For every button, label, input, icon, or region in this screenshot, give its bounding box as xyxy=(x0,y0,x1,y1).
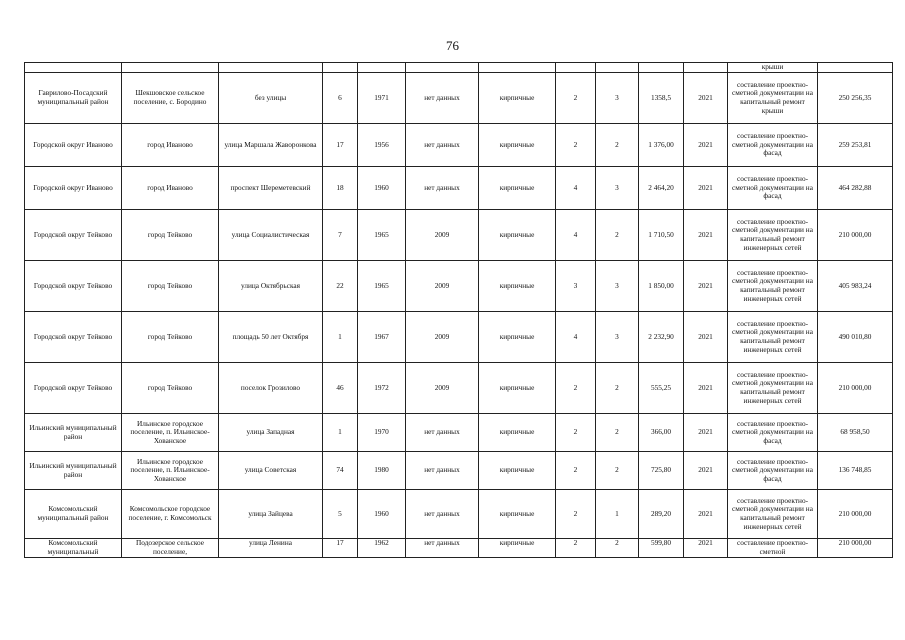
entrances-cell: 2 xyxy=(596,414,639,452)
plan-year-cell: 2021 xyxy=(684,414,728,452)
settlement-cell: город Тейково xyxy=(122,261,219,312)
table-row xyxy=(25,73,893,124)
floors-cell: 2 xyxy=(556,73,596,124)
area-cell: 2 464,20 xyxy=(639,167,684,210)
work-type-cell: составление проектно-сметной документации на капитальный ремонт инженерных сетей xyxy=(728,490,818,539)
cost-cell: 490 010,80 xyxy=(818,312,893,363)
entrances-cell: 3 xyxy=(596,73,639,124)
floors-cell: 2 xyxy=(556,490,596,539)
house-number-cell: 5 xyxy=(323,490,358,539)
plan-year-cell: 2021 xyxy=(684,73,728,124)
district-cell: Городской округ Тейково xyxy=(25,261,122,312)
house-number-cell: 17 xyxy=(323,124,358,167)
house-number-cell: 74 xyxy=(323,452,358,490)
table-row xyxy=(25,167,893,210)
area-cell: 599,80 xyxy=(639,539,684,558)
street-cell: улица Зайцева xyxy=(219,490,323,539)
wall-material-cell: кирпичные xyxy=(479,261,556,312)
entrances-cell: 2 xyxy=(596,539,639,558)
cost-cell: 405 983,24 xyxy=(818,261,893,312)
work-type-cell: составление проектно-сметной документации на фасад xyxy=(728,414,818,452)
floors-cell: 2 xyxy=(556,414,596,452)
entrances-cell: 1 xyxy=(596,490,639,539)
house-number-cell: 7 xyxy=(323,210,358,261)
wall-material-cell: кирпичные xyxy=(479,210,556,261)
cost-cell: 259 253,81 xyxy=(818,124,893,167)
street-cell: улица Социалистическая xyxy=(219,210,323,261)
settlement-cell: город Иваново xyxy=(122,167,219,210)
last-repair-year-cell: нет данных xyxy=(406,414,479,452)
settlement-cell: город Иваново xyxy=(122,124,219,167)
street-cell: улица Маршала Жаворонкова xyxy=(219,124,323,167)
entrances-cell: 2 xyxy=(596,210,639,261)
settlement-cell: город Тейково xyxy=(122,363,219,414)
area-cell: 1 376,00 xyxy=(639,124,684,167)
table-row xyxy=(25,363,893,414)
floors-cell: 2 xyxy=(556,124,596,167)
entrances-cell: 2 xyxy=(596,363,639,414)
street-cell: улица Ленина xyxy=(219,539,323,558)
table-row xyxy=(25,452,893,490)
table-row xyxy=(25,490,893,539)
cost-cell: 68 958,50 xyxy=(818,414,893,452)
cost-cell: 210 000,00 xyxy=(818,210,893,261)
year-built-cell: 1967 xyxy=(358,312,406,363)
entrances-cell: 2 xyxy=(596,124,639,167)
work-type-cell: составление проектно-сметной документации на фасад xyxy=(728,167,818,210)
last-repair-year-cell: нет данных xyxy=(406,490,479,539)
year-built-cell: 1971 xyxy=(358,73,406,124)
wall-material-cell: кирпичные xyxy=(479,124,556,167)
entrances-cell: 3 xyxy=(596,261,639,312)
floors-cell: 4 xyxy=(556,167,596,210)
cost-cell: 210 000,00 xyxy=(818,363,893,414)
year-built-cell: 1972 xyxy=(358,363,406,414)
floors-cell: 2 xyxy=(556,452,596,490)
district-cell: Гаврилово-Посадский муниципальный район xyxy=(25,73,122,124)
table-row xyxy=(25,539,893,558)
year-built-cell: 1960 xyxy=(358,167,406,210)
cost-cell: 210 000,00 xyxy=(818,490,893,539)
district-cell: Городской округ Иваново xyxy=(25,124,122,167)
floors-cell: 2 xyxy=(556,539,596,558)
wall-material-cell: кирпичные xyxy=(479,312,556,363)
district-cell: Комсомольский муниципальный xyxy=(25,539,122,558)
settlement-cell: Ильинское городское поселение, п. Ильинское-Хованское xyxy=(122,414,219,452)
street-cell: проспект Шереметевский xyxy=(219,167,323,210)
district-cell: Городской округ Тейково xyxy=(25,363,122,414)
district-cell: Городской округ Тейково xyxy=(25,312,122,363)
floors-cell: 2 xyxy=(556,363,596,414)
wall-material-cell: кирпичные xyxy=(479,414,556,452)
district-cell: Ильинский муниципальный район xyxy=(25,414,122,452)
work-type-cell: составление проектно-сметной документации на капитальный ремонт инженерных сетей xyxy=(728,312,818,363)
table-row xyxy=(25,124,893,167)
table-row xyxy=(25,312,893,363)
area-cell: 1 710,50 xyxy=(639,210,684,261)
year-built-cell: 1960 xyxy=(358,490,406,539)
area-cell: 1 850,00 xyxy=(639,261,684,312)
last-repair-year-cell: 2009 xyxy=(406,363,479,414)
plan-year-cell: 2021 xyxy=(684,539,728,558)
area-cell: 366,00 xyxy=(639,414,684,452)
year-built-cell: 1962 xyxy=(358,539,406,558)
plan-year-cell: 2021 xyxy=(684,452,728,490)
last-repair-year-cell: 2009 xyxy=(406,210,479,261)
street-cell: без улицы xyxy=(219,73,323,124)
year-built-cell: 1980 xyxy=(358,452,406,490)
district-cell: Комсомольский муниципальный район xyxy=(25,490,122,539)
work-type-cell: составление проектно-сметной документации на капитальный ремонт инженерных сетей xyxy=(728,363,818,414)
table-row xyxy=(25,414,893,452)
work-type-cell: составление проектно-сметной документации на капитальный ремонт крыши xyxy=(728,73,818,124)
street-cell: площадь 50 лет Октября xyxy=(219,312,323,363)
street-cell: поселок Грозилово xyxy=(219,363,323,414)
street-cell: улица Октябрьская xyxy=(219,261,323,312)
house-number-cell: 17 xyxy=(323,539,358,558)
wall-material-cell: кирпичные xyxy=(479,452,556,490)
last-repair-year-cell: нет данных xyxy=(406,73,479,124)
year-built-cell: 1956 xyxy=(358,124,406,167)
housing-repair-table xyxy=(24,62,893,558)
entrances-cell: 2 xyxy=(596,452,639,490)
wall-material-cell: кирпичные xyxy=(479,539,556,558)
plan-year-cell: 2021 xyxy=(684,261,728,312)
last-repair-year-cell: 2009 xyxy=(406,312,479,363)
floors-cell: 3 xyxy=(556,261,596,312)
area-cell: 1358,5 xyxy=(639,73,684,124)
house-number-cell: 46 xyxy=(323,363,358,414)
cost-cell: 136 748,85 xyxy=(818,452,893,490)
settlement-cell: Шекшовское сельское поселение, с. Бородино xyxy=(122,73,219,124)
carryover-work-cell: крыши xyxy=(728,63,818,73)
area-cell: 555,25 xyxy=(639,363,684,414)
house-number-cell: 18 xyxy=(323,167,358,210)
district-cell: Городской округ Тейково xyxy=(25,210,122,261)
last-repair-year-cell: нет данных xyxy=(406,124,479,167)
carryover-row xyxy=(25,63,893,73)
area-cell: 725,80 xyxy=(639,452,684,490)
settlement-cell: Ильинское городское поселение, п. Ильинское-Хованское xyxy=(122,452,219,490)
last-repair-year-cell: нет данных xyxy=(406,452,479,490)
work-type-cell: составление проектно-сметной документации на капитальный ремонт инженерных сетей xyxy=(728,210,818,261)
area-cell: 289,20 xyxy=(639,490,684,539)
plan-year-cell: 2021 xyxy=(684,124,728,167)
district-cell: Ильинский муниципальный район xyxy=(25,452,122,490)
wall-material-cell: кирпичные xyxy=(479,73,556,124)
house-number-cell: 22 xyxy=(323,261,358,312)
table-row xyxy=(25,261,893,312)
work-type-cell: составление проектно-сметной xyxy=(728,539,818,558)
house-number-cell: 1 xyxy=(323,414,358,452)
plan-year-cell: 2021 xyxy=(684,167,728,210)
plan-year-cell: 2021 xyxy=(684,363,728,414)
year-built-cell: 1970 xyxy=(358,414,406,452)
settlement-cell: Подозерское сельское поселение, xyxy=(122,539,219,558)
plan-year-cell: 2021 xyxy=(684,312,728,363)
settlement-cell: город Тейково xyxy=(122,210,219,261)
page-number: 76 xyxy=(446,38,459,53)
work-type-cell: составление проектно-сметной документации на фасад xyxy=(728,452,818,490)
settlement-cell: Комсомольское городское поселение, г. Комсомольск xyxy=(122,490,219,539)
work-type-cell: составление проектно-сметной документации на фасад xyxy=(728,124,818,167)
cost-cell: 210 000,00 xyxy=(818,539,893,558)
district-cell: Городской округ Иваново xyxy=(25,167,122,210)
year-built-cell: 1965 xyxy=(358,210,406,261)
wall-material-cell: кирпичные xyxy=(479,167,556,210)
last-repair-year-cell: нет данных xyxy=(406,539,479,558)
settlement-cell: город Тейково xyxy=(122,312,219,363)
cost-cell: 464 282,88 xyxy=(818,167,893,210)
last-repair-year-cell: нет данных xyxy=(406,167,479,210)
cost-cell: 250 256,35 xyxy=(818,73,893,124)
year-built-cell: 1965 xyxy=(358,261,406,312)
floors-cell: 4 xyxy=(556,312,596,363)
plan-year-cell: 2021 xyxy=(684,210,728,261)
area-cell: 2 232,90 xyxy=(639,312,684,363)
last-repair-year-cell: 2009 xyxy=(406,261,479,312)
work-type-cell: составление проектно-сметной документации на капитальный ремонт инженерных сетей xyxy=(728,261,818,312)
house-number-cell: 6 xyxy=(323,73,358,124)
house-number-cell: 1 xyxy=(323,312,358,363)
entrances-cell: 3 xyxy=(596,312,639,363)
entrances-cell: 3 xyxy=(596,167,639,210)
plan-year-cell: 2021 xyxy=(684,490,728,539)
wall-material-cell: кирпичные xyxy=(479,363,556,414)
wall-material-cell: кирпичные xyxy=(479,490,556,539)
table-row xyxy=(25,210,893,261)
floors-cell: 4 xyxy=(556,210,596,261)
street-cell: улица Западная xyxy=(219,414,323,452)
street-cell: улица Советская xyxy=(219,452,323,490)
